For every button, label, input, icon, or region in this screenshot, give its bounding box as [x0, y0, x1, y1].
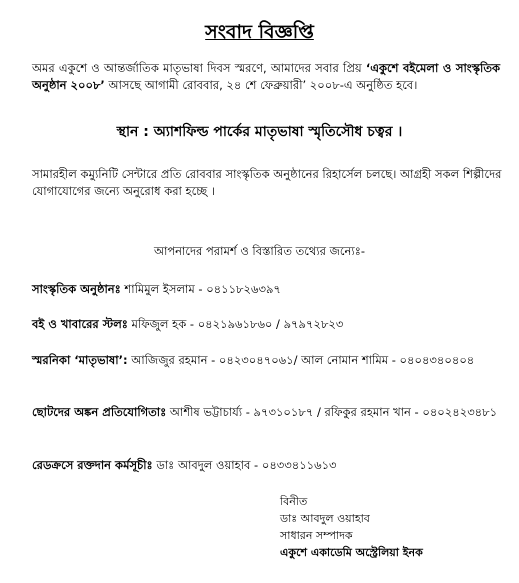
contact-info: মফিজুল হক - ০৪২১৯৬১৮৬০ / ৯৭৯৭২৮২৩ — [127, 317, 344, 331]
contact-blood-donation — [32, 456, 502, 474]
contact-book-food-stall — [32, 315, 502, 333]
rehearsal-paragraph: সামারহীল কম্যুনিটি সেন্টারে প্রতি রোববার সাংস্কৃতিক অনুষ্ঠানের রিহার্সেল চলছে। আগ্রহী সকল শিল্পীদের যোগাযোগের জন্যে অনুরোধ করা হচ্ছে । — [32, 167, 502, 198]
contact-cultural-program — [32, 280, 502, 298]
signature-role: সাধারন সম্পাদক — [280, 529, 353, 542]
intro-paragraph — [32, 60, 500, 94]
contact-label: ছোটদের অঙ্কন প্রতিযোগিতাঃ — [32, 405, 167, 419]
contact-drawing-competition — [32, 403, 502, 421]
signature-block — [280, 493, 510, 561]
event-name: ‘একুশে বইমেলা ও সাংস্কৃতিক অনুষ্ঠান ২০০৮’ — [32, 61, 500, 92]
contact-info: আজিজুর রহমান - ০৪২৩০৪৭০৬১/ আল নোমান শামিম - ০৪০৪৩৪০৪০৪ — [127, 353, 475, 367]
contact-label: সাংস্কৃতিক অনুষ্ঠানঃ — [32, 282, 121, 296]
contact-label: স্মরনিকা ‘মাতৃভাষা’: — [32, 353, 128, 367]
contact-souvenir — [32, 351, 502, 369]
contact-info: আশীষ ভট্টাচার্য্য - ৯৭৩১০১৮৭ / রফিকুর রহমান খান - ০৪০২৪২৩৪৮১ — [166, 405, 498, 419]
contact-info: ডাঃ আবদুল ওয়াহাব - ০৪৩৩৪১১৬১৩ — [152, 458, 337, 472]
intro-text-end: আসছে আগামী রোববার, ২৪ শে ফেব্রুয়ারী’ ২০০৮-এ অনুষ্ঠিত হবে। — [104, 78, 418, 92]
signature-closing: বিনীত — [280, 495, 308, 508]
page-title: সংবাদ বিজ্ঞপ্তি — [205, 21, 314, 43]
contact-header: আপনাদের পরামর্শ ও বিস্তারিত তথ্যের জন্যেঃ- — [153, 244, 366, 258]
contact-info: শামিমুল ইসলাম - ০৪১১৮২৬৩৯৭ — [120, 282, 281, 296]
signature-name: ডাঃ আবদুল ওয়াহাব — [280, 512, 370, 525]
contact-label: রেডক্রসে রক্তদান কর্মসূচীঃ — [32, 458, 153, 472]
venue-line: স্থান : অ্যাশফিল্ড পার্কের মাতৃভাষা স্মৃতিসৌধ চত্বর । — [116, 124, 403, 140]
signature-organization: একুশে একাডেমি অস্ট্রেলিয়া ইনক — [280, 546, 423, 559]
contact-label: বই ও খাবারের স্টলঃ — [32, 317, 128, 331]
intro-text-start: অমর একুশে ও আন্তর্জাতিক মাতৃভাষা দিবস স্মরণে, আমাদের সবার প্রিয় — [32, 61, 366, 75]
